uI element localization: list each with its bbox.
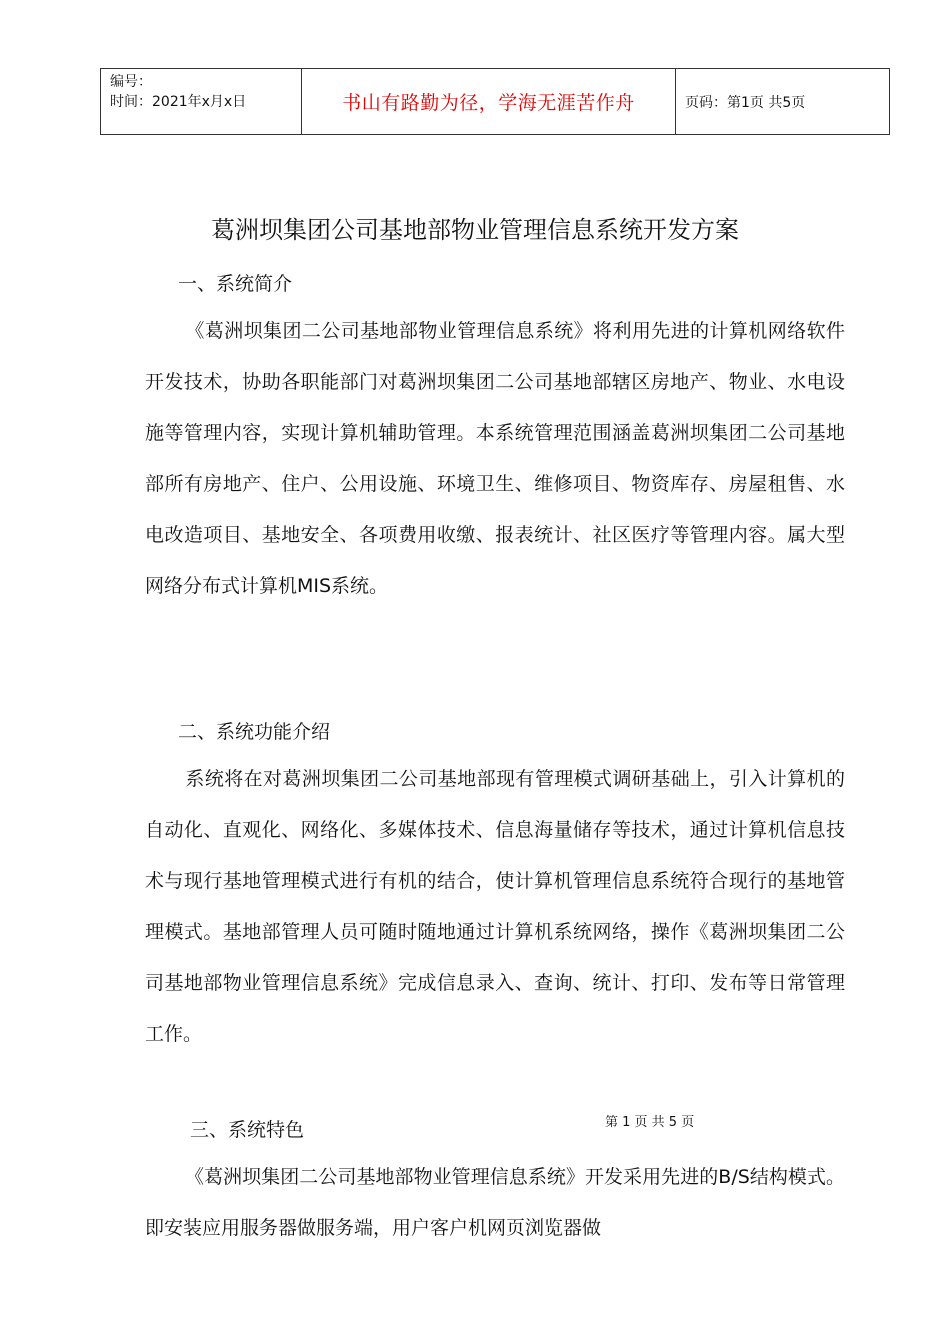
header-meta xyxy=(101,69,302,134)
section-paragraph-3 xyxy=(145,1152,845,1254)
time-label: 时间：2021年x月x日 xyxy=(110,94,247,110)
number-label: 编号： xyxy=(110,74,152,90)
header-motto: 书山有路勤为径，学海无涯苦作舟 xyxy=(302,69,676,134)
section-heading-2: 二、系统功能介绍 xyxy=(178,721,331,743)
document-title: 葛洲坝集团公司基地部物业管理信息系统开发方案 xyxy=(211,216,739,244)
section-paragraph-3-text: 《葛洲坝集团二公司基地部物业管理信息系统》开发采用先进的B/S结构模式。即安装应用服务器做服务端，用户客户机网页浏览器做 xyxy=(145,1166,845,1239)
header-page-label: 页码：第1页 共5页 xyxy=(685,94,806,111)
section-paragraph-2-text: 系统将在对葛洲坝集团二公司基地部现有管理模式调研基础上，引入计算机的自动化、直观化、网络化、多媒体技术、信息海量储存等技术，通过计算机信息技术与现行基地管理模式进行有机的结合，使计算机管理信息系统符合现行的基地管理模式。基地部管理人员可随时随地通过计算机系统网络，操作《葛洲坝集团二公司基地部物业管理信息系统》完成信息录入、查询、统计、打印、发布等日常管理工作。 xyxy=(145,768,845,1045)
document-header xyxy=(100,68,890,135)
section-paragraph-1-text: 《葛洲坝集团二公司基地部物业管理信息系统》将利用先进的计算机网络软件开发技术，协助各职能部门对葛洲坝集团二公司基地部辖区房地产、物业、水电设施等管理内容，实现计算机辅助管理。本系统管理范围涵盖葛洲坝集团二公司基地部所有房地产、住户、公用设施、环境卫生、维修项目、物资库存、房屋租售、水电改造项目、基地安全、各项费用收缴、报表统计、社区医疗等管理内容。属大型网络分布式计算机MIS系统。 xyxy=(145,320,845,597)
page-number: 第 1 页 共 5 页 xyxy=(605,1115,695,1130)
section-paragraph-2 xyxy=(145,754,845,1060)
section-heading-3: 三、系统特色 xyxy=(190,1119,305,1141)
section-paragraph-1 xyxy=(145,306,845,612)
section-heading-1: 一、系统简介 xyxy=(178,273,293,295)
